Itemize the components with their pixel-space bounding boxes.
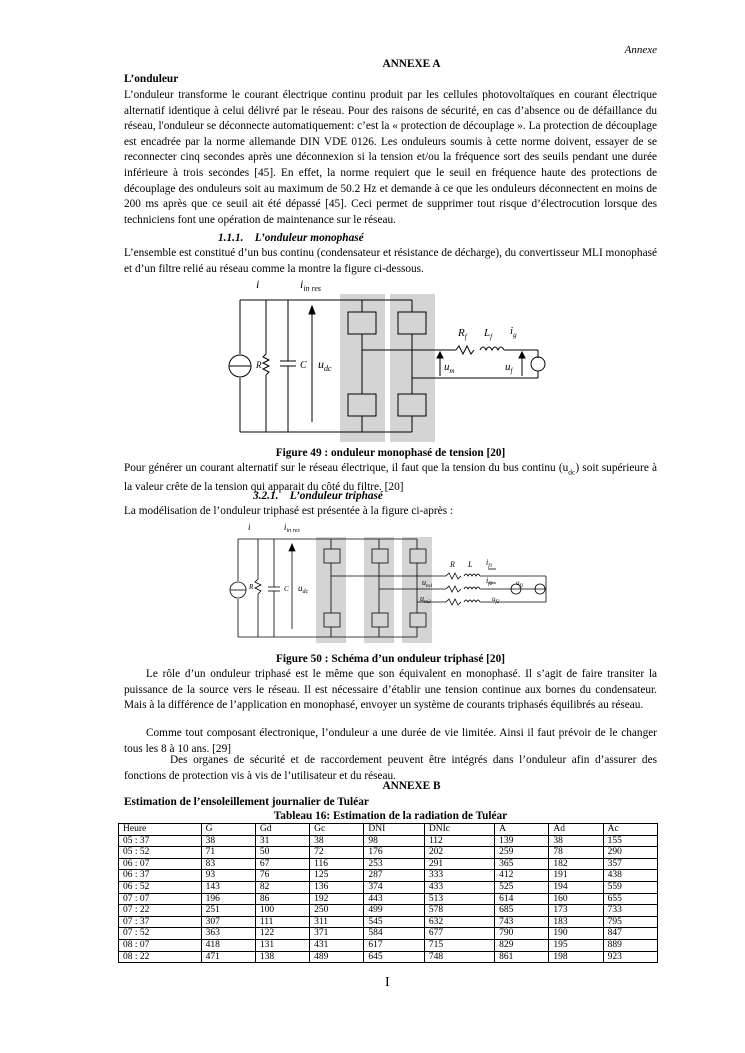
table-row [119,847,658,859]
table-cell: 374 [364,881,424,893]
table-cell: 290 [603,847,657,859]
table-cell: 733 [603,905,657,917]
table-cell: 112 [424,835,494,847]
after-figure-49-paragraph: Pour générer un courant alternatif sur le réseau électrique, il faut que la tension du bus continu $(u_{dc})$ soit supérieure à la valeur crête de la tension qui apparait du côté du filtre. [20] [124,462,658,493]
table-cell: 259 [495,847,549,859]
table-cell: 38 [549,835,603,847]
table-row [119,858,658,870]
table-cell: 371 [310,928,364,940]
table-row [119,939,658,951]
table-cell: 131 [255,939,309,951]
table-cell: 307 [201,916,255,928]
heading-monophase: 1.1.1. L’onduleur monophasé [218,232,364,244]
svg-text:C: C [284,585,289,593]
svg-text:uf2: $u_{f2}$ [492,595,500,605]
figure-49-diagram [228,274,558,444]
table-cell: Ad [549,824,603,836]
table-cell: 847 [603,928,657,940]
table-cell: 291 [424,858,494,870]
table-cell: 685 [495,905,549,917]
table-cell: 67 [255,858,309,870]
table-cell: 136 [310,881,364,893]
table-cell: 71 [201,847,255,859]
table-cell: 08 : 07 [119,939,202,951]
table-cell: 525 [495,881,549,893]
table-cell: Heure [119,824,202,836]
table-cell: 191 [549,870,603,882]
table-cell: 357 [603,858,657,870]
table-cell: 93 [201,870,255,882]
table-cell: 192 [310,893,364,905]
svg-text:C: C [300,360,307,371]
table-cell: 100 [255,905,309,917]
table-cell: 363 [201,928,255,940]
table-cell: 07 : 22 [119,905,202,917]
table-cell: 82 [255,881,309,893]
table-cell: 176 [364,847,424,859]
table-cell: 861 [495,951,549,963]
svg-text:iin res: $i_{in res}$ [284,522,300,534]
table-cell: 202 [424,847,494,859]
table-cell: 138 [255,951,309,963]
table-cell: Gc [310,824,364,836]
table-cell: 50 [255,847,309,859]
table-cell: 365 [495,858,549,870]
page-header-label: Annexe [624,44,657,56]
radiation-table [118,823,658,963]
table-cell: 06 : 07 [119,858,202,870]
table-row [119,951,658,963]
table-cell: G [201,824,255,836]
table-cell: 499 [364,905,424,917]
table-cell: 489 [310,951,364,963]
table-cell: 645 [364,951,424,963]
table-cell: 443 [364,893,424,905]
svg-text:um1: $u_{m1}$ [422,578,433,589]
table-cell: DNI [364,824,424,836]
table-cell: 333 [424,870,494,882]
table-row [119,893,658,905]
table-cell: 195 [549,939,603,951]
svg-text:i: i [256,277,260,291]
table-cell: 418 [201,939,255,951]
svg-text:R: R [450,560,455,569]
tri-intro-paragraph: La modélisation de l’onduleur triphasé est présentée à la figure ci-après : [124,505,454,517]
table-cell: 38 [310,835,364,847]
table-cell: 829 [495,939,549,951]
table-cell: 182 [549,858,603,870]
table-cell: 78 [549,847,603,859]
table-cell: 431 [310,939,364,951]
svg-text:R: R [256,360,262,370]
table-cell: 07 : 07 [119,893,202,905]
table-cell: 412 [495,870,549,882]
table-cell: 251 [201,905,255,917]
table-cell: 05 : 52 [119,847,202,859]
annex-a-title: ANNEXE A [382,58,441,70]
svg-text:Lf: $L_f$ [484,327,493,341]
table-cell: 287 [364,870,424,882]
table-cell: 790 [495,928,549,940]
svg-text:udc: $u_{dc}$ [298,583,309,595]
table-cell: 98 [364,835,424,847]
svg-text:if1: $i_{f1}$ [486,558,493,569]
table-cell: 173 [549,905,603,917]
table-cell: 86 [255,893,309,905]
table-cell: DNIc [424,824,494,836]
table-cell: 677 [424,928,494,940]
table-cell: 545 [364,916,424,928]
table-cell: A [495,824,549,836]
table-16-title: Tableau 16: Estimation de la radiation de Tuléar [273,810,508,822]
table-cell: 38 [201,835,255,847]
table-cell: 584 [364,928,424,940]
heading-triphase: 3.2.1. L’onduleur triphasé [253,490,383,502]
svg-text:Rf: $R_f$ [458,327,467,341]
svg-text:iin res: $i_{in res}$ [300,277,322,293]
table-cell: 160 [549,893,603,905]
table-cell: 614 [495,893,549,905]
table-cell: 155 [603,835,657,847]
table-row [119,835,658,847]
svg-text:i: i [248,522,251,532]
table-cell: 438 [603,870,657,882]
table-cell: 122 [255,928,309,940]
section-title-onduleur: L’onduleur [124,73,179,85]
table-cell: 250 [310,905,364,917]
tri-paragraph-3: Des organes de sécurité et de raccordement peuvent être intégrés dans l’onduleur afin d’assurer des fonctions de protection vis à vis de l’utilisateur et du réseau. [124,754,657,782]
table-cell: 08 : 22 [119,951,202,963]
table-header-row [119,824,658,836]
table-cell: 471 [201,951,255,963]
table-cell: 125 [310,870,364,882]
mono-paragraph: L’ensemble est constitué d’un bus continu (condensateur et résistance de décharge), du convertisseur MLI monophasé et d’un filtre relié au réseau comme la montre la figure ci-dessous. [124,247,657,275]
table-cell: 889 [603,939,657,951]
table-cell: 116 [310,858,364,870]
svg-text:udc: $u_{dc}$ [318,357,332,373]
table-cell: 433 [424,881,494,893]
table-cell: 05 : 37 [119,835,202,847]
table-cell: 617 [364,939,424,951]
annex-b-title: ANNEXE B [382,780,441,792]
figure-49-caption: Figure 49 : onduleur monophasé de tension [20] [275,447,506,459]
svg-text:um2: $u_{m2}$ [420,594,431,605]
table-cell: 655 [603,893,657,905]
svg-text:um: $u_m$ [444,361,455,375]
table-cell: 139 [495,835,549,847]
table-cell: 748 [424,951,494,963]
table-cell: 253 [364,858,424,870]
figure-50-caption: Figure 50 : Schéma d’un onduleur triphasé [20] [276,653,505,665]
tri-paragraph-1: Le rôle d’un onduleur triphasé est le même que son équivalent en monophasé. Il s’agit de faire transiter la puissance de la source vers le réseau. Il est nécessaire d’établir une tension continue aux bornes du condensateur. Mais à la différence de l’application en monophasé, envoyer un système de courants triphasés équilibrés au réseau. [124,668,657,712]
table-cell: 183 [549,916,603,928]
table-cell: 743 [495,916,549,928]
table-cell: 311 [310,916,364,928]
table-cell: 07 : 52 [119,928,202,940]
table-cell: 143 [201,881,255,893]
svg-text:ig: $i_g$ [510,325,517,339]
svg-text:L: L [468,560,473,569]
table-cell: 72 [310,847,364,859]
table-cell: 06 : 52 [119,881,202,893]
table-cell: 76 [255,870,309,882]
table-cell: Ac [603,824,657,836]
table-row [119,916,658,928]
table-cell: 31 [255,835,309,847]
table-cell: 198 [549,951,603,963]
svg-text:R: R [249,583,254,591]
table-cell: 83 [201,858,255,870]
annex-b-section-title: Estimation de l’ensoleillement journalier de Tuléar [124,796,369,808]
table-row [119,905,658,917]
table-cell: 111 [255,916,309,928]
table-row [119,928,658,940]
table-cell: 632 [424,916,494,928]
svg-text:uf1: $u_{f1}$ [516,579,524,589]
table-cell: 06 : 37 [119,870,202,882]
table-cell: 07 : 37 [119,916,202,928]
table-cell: 578 [424,905,494,917]
table-cell: 715 [424,939,494,951]
table-cell: 923 [603,951,657,963]
table-cell: 795 [603,916,657,928]
table-row [119,870,658,882]
svg-text:if2: $i_{f2}$ [486,576,493,587]
svg-text:uf: $u_f$ [505,361,513,375]
table-cell: 559 [603,881,657,893]
page-number: I [385,975,390,990]
intro-paragraph: L’onduleur transforme le courant électrique continu produit par les cellules photovoltaïques en courant électrique alternatif identique à celui délivré par le réseau. Pour des raisons de sécurité, en cas d’absence ou de défaillance du réseau, l'onduleur se déconnecte automatiquement: c’est la « protection de découplage ». La protection de découplage est encadrée par la norme allemande DIN VDE 0126. Les onduleurs soumis à cette norme doivent, essayer de se reconnecter cinq secondes après une déconnexion si la tension et/ou la fréquence sort des seuils pendant une durée inférieure à trois secondes [45]. En effet, la norme requiert que le seuil en fréquence haute des protections de découplage des onduleurs soit au maximum de 50.2 Hz et demande à ce que les onduleurs déconnectent en moins de 200 ms après que ce seuil ait été dépassé [45]. Ceci permet de supprimer tout risque d’électrocution lorsque des techniciens font une opération de maintenance sur le réseau. [124,89,657,226]
table-row [119,881,658,893]
figure-50-diagram [228,521,558,645]
table-cell: 190 [549,928,603,940]
table-cell: 194 [549,881,603,893]
table-cell: 196 [201,893,255,905]
table-cell: Gd [255,824,309,836]
tri-paragraph-2: Comme tout composant électronique, l’onduleur a une durée de vie limitée. Ainsi il faut prévoir de le changer tous les 8 à 10 ans. [29] [124,727,657,755]
table-cell: 513 [424,893,494,905]
